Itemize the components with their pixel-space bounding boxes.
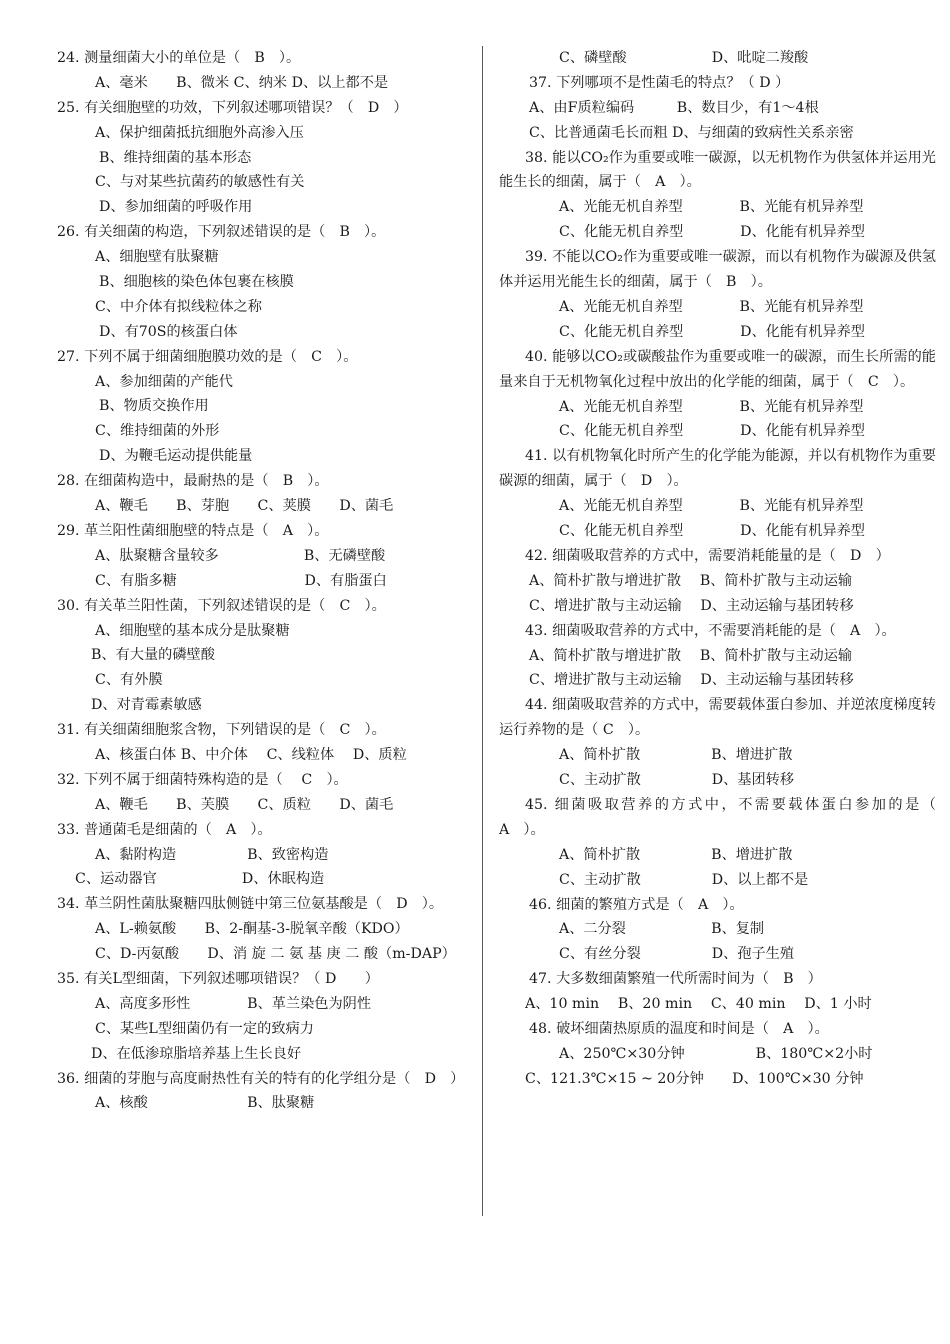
left-text-line: D、对青霉素敏感 <box>91 697 202 714</box>
right-text-line: C、比普通菌毛长而粗 D、与细菌的致病性关系亲密 <box>529 124 854 141</box>
right-text-line: C、主动扩散 D、基团转移 <box>559 772 795 789</box>
right-text-line: C、增进扩散与主动运输 D、主动运输与基团转移 <box>529 597 854 614</box>
right-text-line: A、光能无机自养型 B、光能有机异养型 <box>559 199 864 216</box>
left-text-line: 35. 有关L型细菌，下列叙述哪项错误？（ D ） <box>57 971 379 987</box>
left-text-line: C、运动器官 D、休眠构造 <box>75 871 325 888</box>
right-text-line: A、简朴扩散与增进扩散 B、简朴扩散与主动运输 <box>529 647 853 664</box>
right-text-line: 42. 细菌吸取营养的方式中，需要消耗能量的是（ D ） <box>525 547 890 564</box>
left-text-line: D、有70S的核蛋白体 <box>99 323 238 340</box>
left-text-line: A、细胞壁有肽聚糖 <box>95 249 219 266</box>
right-text-line: A、光能无机自养型 B、光能有机异养型 <box>559 498 864 515</box>
left-text-line: C、有脂多糖 D、有脂蛋白 <box>95 572 387 589</box>
right-text-line: 45. 细菌吸取营养的方式中，不需要载体蛋白参加的是（ A ）。 <box>499 796 950 838</box>
left-text-line: 30. 有关革兰阳性菌，下列叙述错误的是（ C ）。 <box>57 597 386 614</box>
right-text-line: A、简朴扩散与增进扩散 B、简朴扩散与主动运输 <box>529 572 853 589</box>
left-text-line: C、中介体有拟线粒体之称 <box>95 298 262 315</box>
right-text-line: A、由F质粒编码 B、数目少，有1～4根 <box>529 99 819 116</box>
left-text-line: A、肽聚糖含量较多 B、无磷壁酸 <box>95 547 386 564</box>
left-text-line: B、物质交换作用 <box>99 398 209 415</box>
right-text-line: C、121.3℃×15 ~ 20分钟 D、100℃×30 分钟 <box>525 1070 864 1087</box>
right-text-line: C、有丝分裂 D、孢子生殖 <box>559 946 795 963</box>
right-column <box>499 46 950 1092</box>
left-text-line: C、有外膜 <box>95 672 163 689</box>
right-text-line: 48. 破坏细菌热原质的温度和时间是（ A ）。 <box>529 1020 829 1037</box>
right-text-line: A、简朴扩散 B、增进扩散 <box>559 747 793 764</box>
right-text-line: C、主动扩散 D、以上都不是 <box>559 871 809 888</box>
left-column <box>57 46 467 1116</box>
left-text-line: C、与对某些抗菌药的敏感性有关 <box>95 174 305 191</box>
right-text-line: A、光能无机自养型 B、光能有机异养型 <box>559 298 864 315</box>
left-text-line: 32. 下列不属于细菌特殊构造的是（ C ）。 <box>57 771 348 788</box>
right-text-line: A、简朴扩散 B、增进扩散 <box>559 846 793 863</box>
left-text-line: C、维持细菌的外形 <box>95 423 220 440</box>
right-text-line: 43. 细菌吸取营养的方式中，不需要消耗能的是（ A ）。 <box>525 622 896 639</box>
left-text-line: A、核酸 B、肽聚糖 <box>95 1095 315 1112</box>
left-text-line: A、保护细菌抵抗细胞外高渗入压 <box>95 124 304 141</box>
left-text-line: 26. 有关细菌的构造，下列叙述错误的是（ B ）。 <box>57 224 386 241</box>
left-text-line: A、参加细菌的产能代 <box>95 373 233 390</box>
left-text-line: 25. 有关细胞壁的功效，下列叙述哪项错误？（ D ） <box>57 99 408 116</box>
left-text-line: A、鞭毛 B、芽胞 C、荚膜 D、菌毛 <box>95 498 394 515</box>
right-text-line: 46. 细菌的繁殖方式是（ A ）。 <box>529 896 744 913</box>
right-text-line: C、化能无机自养型 D、化能有机异养型 <box>559 323 865 340</box>
right-text-line: C、磷壁酸 D、吡啶二羧酸 <box>559 50 809 66</box>
left-text-line: A、高度多形性 B、革兰染色为阴性 <box>95 995 372 1012</box>
left-text-line: 28. 在细菌构造中，最耐热的是（ B ）。 <box>57 473 329 490</box>
left-text-line: B、维持细菌的基本形态 <box>99 149 252 166</box>
left-text-line: A、毫米 B、微米 C、纳米 D、以上都不是 <box>95 74 389 91</box>
left-text-line: A、核蛋白体 B、中介体 C、线粒体 D、质粒 <box>95 746 407 763</box>
left-text-line: 34. 革兰阴性菌肽聚糖四肽侧链中第三位氨基酸是（ D ）。 <box>57 896 444 913</box>
left-text-line: 36. 细菌的芽胞与高度耐热性有关的特有的化学组分是（ D ） <box>57 1070 465 1087</box>
right-text-line: A、光能无机自养型 B、光能有机异养型 <box>559 398 864 415</box>
right-text-line: C、化能无机自养型 D、化能有机异养型 <box>559 224 865 241</box>
left-text-line: A、鞭毛 B、芙膜 C、质粒 D、菌毛 <box>95 796 394 813</box>
left-text-line: B、细胞核的染色体包裹在核膜 <box>99 274 294 291</box>
left-text-line: 31. 有关细菌细胞浆含物，下列错误的是（ C ）。 <box>57 722 386 739</box>
left-text-line: D、参加细菌的呼吸作用 <box>99 199 253 216</box>
left-text-line: D、在低渗琼脂培养基上生长良好 <box>91 1045 302 1062</box>
right-text-line: C、化能无机自养型 D、化能有机异养型 <box>559 423 865 440</box>
right-text-line: A、二分裂 B、复制 <box>559 921 765 938</box>
right-text-line: C、增进扩散与主动运输 D、主动运输与基团转移 <box>529 672 854 689</box>
left-text-line: 29. 革兰阳性菌细胞壁的特点是（ A ）。 <box>57 522 329 539</box>
right-text-line: C、化能无机自养型 D、化能有机异养型 <box>559 523 865 540</box>
left-text-line: B、有大量的磷壁酸 <box>91 647 215 664</box>
left-text-line: 24. 测量细菌大小的单位是（ B ）。 <box>57 50 301 66</box>
left-text-line: A、黏附构造 B、致密构造 <box>95 846 329 863</box>
left-text-line: C、某些L型细菌仍有一定的致病力 <box>95 1020 314 1037</box>
right-text-line: 41. 以有机物氧化时所产生的化学能为能源，并以有机物作为重要碳源的细菌，属于（ D ）。 <box>499 448 936 490</box>
right-text-line: A、250℃×30分钟 B、180℃×2小时 <box>559 1045 873 1062</box>
right-text-line: 39. 不能以CO₂作为重要或唯一碳源，而以有机物作为碳源及供氢体并运用光能生长的细菌，属于（ B ）。 <box>499 249 936 291</box>
right-text-line: 37. 下列哪项不是性菌毛的特点？（ D ） <box>529 74 790 91</box>
right-text-line: 38. 能以CO₂作为重要或唯一碳源，以无机物作为供氢体并运用光能生长的细菌，属于（ A ）。 <box>499 149 936 191</box>
right-text-line: A、10 min B、20 min C、40 min D、1 小时 <box>525 996 872 1013</box>
right-text-line: 44. 细菌吸取营养的方式中，需要载体蛋白参加、并逆浓度梯度转运行养物的是（ C ）。 <box>499 697 936 739</box>
left-text-line: D、为鞭毛运动提供能量 <box>99 448 253 465</box>
left-text-line: C、D-丙氨酸 D、消 旋 二 氨 基 庚 二 酸（m-DAP） <box>95 946 456 963</box>
left-text-line: A、细胞壁的基本成分是肽聚糖 <box>95 622 290 639</box>
left-text-line: 27. 下列不属于细菌细胞膜功效的是（ C ）。 <box>57 348 358 365</box>
right-text-line: 47. 大多数细菌繁殖一代所需时间为（ B ） <box>529 971 822 988</box>
left-text-line: 33. 普通菌毛是细菌的（ A ）。 <box>57 821 272 838</box>
column-divider <box>482 46 483 1216</box>
left-text-line: A、L-赖氨酸 B、2-酮基-3-脱氧辛酸（KDO） <box>95 921 409 938</box>
right-text-line: 40. 能够以CO₂或碳酸盐作为重要或唯一的碳源，而生长所需的能量来自于无机物氧化过程中放出的化学能的细菌，属于（ C ）。 <box>499 348 936 390</box>
